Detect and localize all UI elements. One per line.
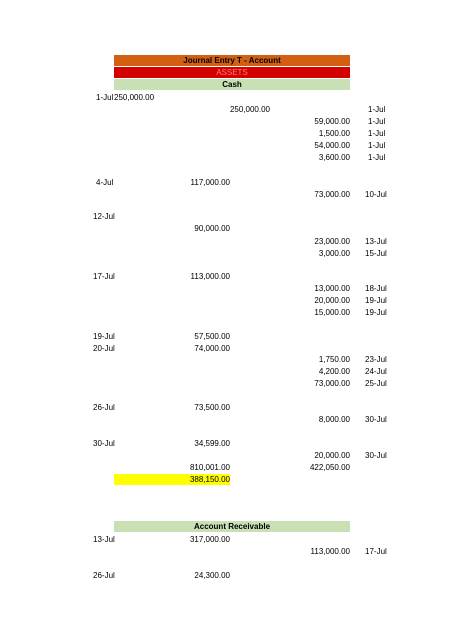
credit-amount: 73,000.00 [314,190,350,199]
credit-amount: 3,600.00 [318,153,350,162]
credit-amount: 1,750.00 [318,355,350,364]
debit-amount: 317,000.00 [189,535,230,544]
credit-amount: 3,000.00 [318,249,350,258]
credit-amount: 20,000.00 [314,296,350,305]
entry-date: 17-Jul [93,272,115,281]
entry-date: 12-Jul [93,212,115,221]
entry-date: 30-Jul [365,451,387,460]
credit-amount: 113,000.00 [310,547,350,556]
entry-date: 1-Jul [368,153,386,162]
debit-amount: 250,000.00 [229,105,270,114]
credit-total: 422,050.00 [309,463,350,472]
title-band: Journal Entry T - Account [114,55,350,66]
credit-amount: 23,000.00 [314,237,350,246]
entry-date: 19-Jul [365,308,387,317]
cash-account-band: Cash [114,79,350,90]
debit-amount: 250,000.00 [114,93,155,102]
credit-amount: 1,500.00 [318,129,350,138]
entry-date: 19-Jul [365,296,387,305]
debit-amount: 113,000.00 [190,272,230,281]
entry-date: 10-Jul [365,190,387,199]
credit-amount: 54,000.00 [314,141,350,150]
credit-amount: 8,000.00 [318,415,350,424]
credit-amount: 73,000.00 [314,379,350,388]
entry-date: 26-Jul [93,571,115,580]
entry-date: 1-Jul [96,93,114,102]
debit-amount: 24,300.00 [194,571,230,580]
entry-date: 1-Jul [368,117,386,126]
entry-date: 20-Jul [93,344,115,353]
cash-balance: 388,150.00 [114,474,230,485]
entry-date: 30-Jul [365,415,387,424]
debit-amount: 74,000.00 [194,344,230,353]
credit-amount: 59,000.00 [314,117,350,126]
entry-date: 30-Jul [93,439,115,448]
debit-amount: 117,000.00 [190,178,230,187]
entry-date: 18-Jul [365,284,387,293]
entry-date: 26-Jul [93,403,115,412]
debit-total: 810,001.00 [189,463,230,472]
debit-amount: 73,500.00 [194,403,230,412]
entry-date: 1-Jul [368,105,386,114]
category-band: ASSETS [114,67,350,78]
credit-amount: 15,000.00 [314,308,350,317]
entry-date: 17-Jul [365,547,387,556]
debit-amount: 57,500.00 [194,332,230,341]
entry-date: 13-Jul [93,535,115,544]
credit-amount: 4,200.00 [318,367,350,376]
credit-amount: 13,000.00 [314,284,350,293]
entry-date: 19-Jul [93,332,115,341]
entry-date: 15-Jul [365,249,387,258]
entry-date: 4-Jul [96,178,114,187]
entry-date: 13-Jul [365,237,387,246]
entry-date: 1-Jul [368,141,386,150]
credit-amount: 20,000.00 [314,451,350,460]
entry-date: 1-Jul [368,129,386,138]
entry-date: 24-Jul [365,367,387,376]
debit-amount: 90,000.00 [194,224,230,233]
debit-amount: 34,599.00 [194,439,230,448]
ar-account-band: Account Receivable [114,521,350,532]
entry-date: 25-Jul [365,379,387,388]
entry-date: 23-Jul [365,355,387,364]
